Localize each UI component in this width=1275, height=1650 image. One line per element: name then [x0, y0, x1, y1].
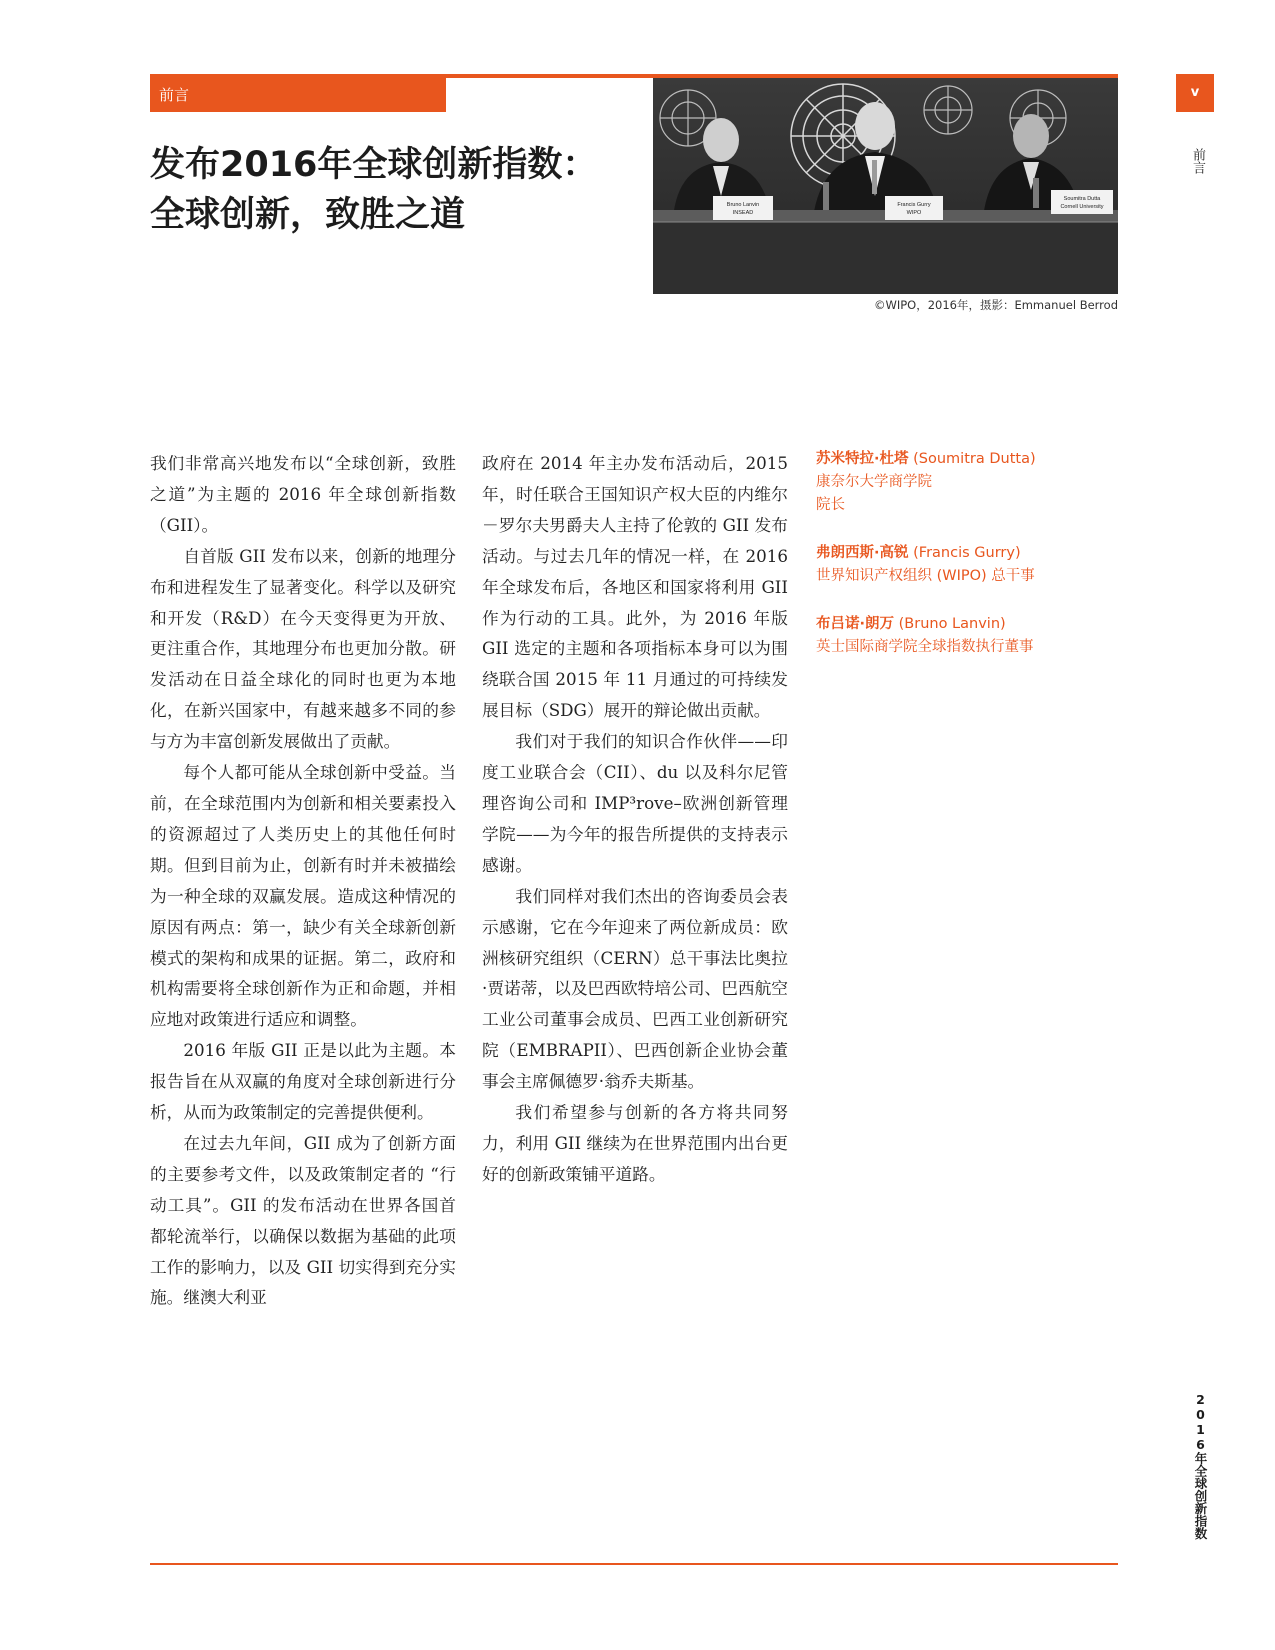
author-role: 英士国际商学院全球指数执行董事	[816, 639, 1034, 655]
author-role: 康奈尔大学商学院	[816, 474, 932, 490]
section-label-tab: 前言	[150, 78, 446, 112]
sidebar-section-label: 前言	[1190, 148, 1205, 174]
svg-text:Cornell University: Cornell University	[1060, 204, 1104, 210]
nameplate-lanvin	[713, 196, 773, 220]
svg-text:WIPO: WIPO	[906, 210, 922, 216]
page-number-tab: v	[1176, 74, 1214, 112]
paragraph: 每个人都可能从全球创新中受益。当前，在全球范围内为创新和相关要素投入的资源超过了人类历史上的其他任何时期。但到目前为止，创新有时并未被描绘为一种全球的双赢发展。造成这种情况的原因有两点：第一，缺少有关全球新创新模式的架构和成果的证据。第二，政府和机构需要将全球创新作为正和命题，并相应地对政策进行适应和调整。	[150, 762, 456, 1030]
author-latin-name: (Francis Gurry)	[913, 545, 1021, 561]
author-latin-name: (Soumitra Dutta)	[913, 451, 1036, 467]
press-conference-photo	[653, 78, 1118, 294]
paragraph: 2016 年版 GII 正是以此为主题。本报告旨在从双赢的角度对全球创新进行分析，从而为政策制定的完善提供便利。	[150, 1040, 456, 1123]
nameplate-gurry	[885, 196, 943, 220]
author-name: 苏米特拉·杜塔	[816, 451, 909, 467]
author-role: 院长	[816, 497, 845, 513]
page-title	[150, 140, 620, 240]
bottom-accent-rule	[150, 1563, 1118, 1565]
body-column-1	[150, 448, 456, 1313]
svg-text:Bruno Lanvin: Bruno Lanvin	[726, 202, 760, 208]
photo-illustration	[653, 78, 1118, 294]
paragraph: 我们同样对我们杰出的咨询委员会表示感谢，它在今年迎来了两位新成员：欧洲核研究组织（CERN）总干事法比奥拉·贾诺蒂，以及巴西欧特培公司、巴西航空工业公司董事会成员、巴西工业创新研究院（EMBRAPII）、巴西创新企业协会董事会主席佩德罗·翁乔夫斯基。	[482, 885, 788, 1092]
author-name: 布吕诺·朗万	[816, 616, 895, 632]
svg-text:Soumitra Dutta: Soumitra Dutta	[1063, 196, 1101, 202]
paragraph: 自首版 GII 发布以来，创新的地理分布和进程发生了显著变化。科学以及研究和开发（R&D）在今天变得更为开放、更注重合作，其地理分布也更加分散。研发活动在日益全球化的同时也更为本地化，在新兴国家中，有越来越多不同的参与方为丰富创新发展做出了贡献。	[150, 545, 456, 752]
author-name: 弗朗西斯·高锐	[816, 545, 909, 561]
sidebar-publication-title: 2016年全球创新指数	[1193, 1392, 1208, 1540]
paragraph: 我们非常高兴地发布以“全球创新，致胜之道”为主题的 2016 年全球创新指数（GII）。	[150, 453, 456, 535]
paragraph: 我们对于我们的知识合作伙伴——印度工业联合会（CII）、du 以及科尔尼管理咨询公司和 IMP³rove–欧洲创新管理学院——为今年的报告所提供的支持表示感谢。	[482, 731, 788, 875]
author-latin-name: (Bruno Lanvin)	[898, 616, 1006, 632]
body-column-2	[482, 448, 788, 1190]
paragraph: 政府在 2014 年主办发布活动后，2015 年，时任联合王国知识产权大臣的内维尔－罗尔夫男爵夫人主持了伦敦的 GII 发布活动。与过去几年的情况一样，在 2016 年全球发布后，各地区和国家将利用 GII 作为行动的工具。此外，为 2016 年版 GII 选定的主题和各项指标本身可以为围绕联合国 2015 年 11 月通过的可持续发展目标（SDG）展开的辩论做出贡献。	[482, 453, 788, 721]
paragraph: 在过去九年间，GII 成为了创新方面的主要参考文件，以及政策制定者的 “行动工具”。GII 的发布活动在世界各国首都轮流举行，以确保以数据为基础的此项工作的影响力，以及 GII 切实得到充分实施。继澳大利亚	[150, 1132, 456, 1308]
nameplate-dutta	[1051, 190, 1113, 214]
page-title-line-2: 全球创新，致胜之道	[150, 195, 466, 235]
svg-text:Francis Gurry: Francis Gurry	[897, 202, 931, 208]
author-list	[816, 448, 1116, 684]
svg-text:INSEAD: INSEAD	[732, 210, 754, 216]
author-role: 世界知识产权组织 (WIPO) 总干事	[816, 568, 1035, 584]
page-title-line-1: 发布2016年全球创新指数：	[150, 145, 598, 185]
author-dutta	[816, 448, 1116, 517]
author-lanvin	[816, 613, 1116, 659]
photo-caption: ©WIPO，2016年，摄影：Emmanuel Berrod	[873, 298, 1118, 312]
author-gurry	[816, 542, 1116, 588]
paragraph: 我们希望参与创新的各方将共同努力，利用 GII 继续为在世界范围内出台更好的创新政策铺平道路。	[482, 1102, 788, 1184]
